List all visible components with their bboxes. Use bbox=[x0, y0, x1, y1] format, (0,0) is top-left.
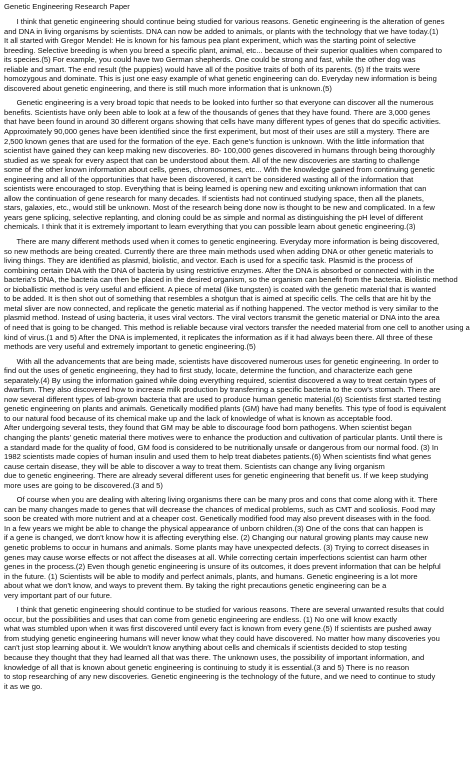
text-line: I think that genetic engineering should continue being studied for various reasons. Genetic engineering is the alteration of genes bbox=[4, 17, 445, 26]
text-line: reliable and smart. The end result (the puppies) would have all of the positive traits of both of its parents. (5) If the traits were bbox=[4, 64, 420, 74]
text-line: separately.(4) By using the information gained while doing everything required, scientist discovered a way to treat certain types of bbox=[4, 375, 436, 385]
paragraph bbox=[4, 357, 472, 491]
text-line: soon be created with more nutrient and at a cheaper cost. Genetically modified food may also prevent diseases with in the food. bbox=[4, 514, 432, 524]
text-line: scientists were encouraged to stop. Everything that is being learned is opening new and exciting unknown information that can bbox=[4, 184, 427, 194]
text-line: discovered about genetic engineering, and there is still much more information that is unknown.(5) bbox=[4, 83, 332, 93]
text-line: I think that genetic engineering should continue to be studied for various reasons. There are several unwanted results that could bbox=[4, 605, 444, 615]
text-line: genetic problems to occur in humans and animals. Some plants may have unexpected defects. (3) Trying to correct diseases in bbox=[4, 542, 429, 552]
text-line: After undergoing several tests, they found that GM may be able to discourage food born pathogens. When scientist began bbox=[4, 423, 412, 433]
text-line: genetic engineering on plants and animals. Genetically modified plants (GM) have had many benefits. This type of food is equivalent bbox=[4, 404, 447, 414]
text-line: to be added. It is then shot out of something that resembles a shotgun that is aimed at specific cells. The cells that are hit by the bbox=[4, 294, 431, 304]
text-line: or bioballistic method is very useful and efficient. A piece of metal (like tungsten) is coated with the genetic material that is wanted bbox=[4, 284, 436, 294]
text-line: 2,500 known genes that are used for the formation of the eye. Each gene's function is unknown. With the little information that bbox=[4, 136, 425, 146]
text-line: in the future. (1) Scientists will be able to modify and perfect animals, plants, and humans. Genetic engineering is a lot more bbox=[4, 571, 418, 581]
text-line: and DNA in living organisms by scientists. DNA can now be added to animals, or plants with the technology that we have today.(1) bbox=[4, 26, 439, 36]
paragraph bbox=[4, 495, 472, 600]
text-line: it as we go. bbox=[4, 681, 43, 691]
text-line: some of the other known information about cells, genes, chromosomes, etc... With the knowledge gained from continuing genetic bbox=[4, 165, 435, 175]
text-line: Genetic engineering is a very broad topic that needs to be looked into further so that everyone can discover all the numerous bbox=[4, 98, 434, 108]
text-line: benefits. Scientists have only been able to look at a few of the thousands of genes that they have found. There are 3,000 genes bbox=[4, 107, 431, 117]
text-line: find out the uses of genetic engineering, they had to first study, locate, determine the function, and characterize each gene bbox=[4, 366, 413, 376]
text-line: now several different types of lab-grown bacteria that are used to produce human genetic material.(6) Scientists first started testing bbox=[4, 394, 441, 404]
text-line: engineering and all of the opportunities that have been discovered, it can't be considered wasting all of the information that bbox=[4, 174, 414, 184]
text-line: stars, galaxies, etc., would still be unknown. Most of the research being done now is thought to be new and complicated. In a few bbox=[4, 203, 435, 213]
text-line: plasmid method. Instead of using bacteria, it uses viral vectors. The viral vectors transmit the genetic material or DNA into the area bbox=[4, 313, 440, 323]
text-line: its species.(5) For example, you could have two German shepherds. One could be strong and fast, while the other dog was bbox=[4, 55, 416, 65]
text-line: from studying genetic engineering humans will never know what they could have discovered. No matter how many discoveries you bbox=[4, 633, 440, 643]
text-line: combining certain DNA with the DNA of bacteria by using restrictive enzymes. After the DNA is absorbed or connected with in the bbox=[4, 265, 435, 275]
text-line: In a few years we might be able to change the physical appearance of unborn children.(3) One of the cons that can happen is bbox=[4, 523, 424, 533]
text-line: if a gene is changed, we don't know how it is affecting everything else. (2) Changing our natural growing plants may cause new bbox=[4, 533, 429, 543]
text-line: because they thought that they had learned all that was there. The unknown uses, the possibility of important information, and bbox=[4, 653, 425, 662]
text-line: more uses are going to be discovered.(3 and 5) bbox=[4, 480, 163, 490]
text-line: kind of virus.(1 and 5) After the DNA is implemented, it replicates the information as if it had always been there. All three of these bbox=[4, 332, 433, 342]
text-line: a standard made for the quality of food, GM food is considered to be nutritionally unsafe or dangerous from our normal food. (3) In bbox=[4, 442, 439, 452]
text-line: genes in the process.(2) Even though genetic engineering is unsure of its outcomes, it does prevent information that can be helpful bbox=[4, 562, 441, 572]
text-line: that have been found in around 30 different organs showing that cells have many different types of genes that do specific activities. bbox=[4, 117, 441, 127]
text-line: of need that is going to be changed. This method is reliable because viral vectors transfer the needed material from one cell to another using a bbox=[4, 322, 470, 332]
text-line: can't just stop learning about it. We wouldn't know anything about cells and chemicals if scientists decided to stop testing bbox=[4, 643, 407, 653]
paragraph bbox=[4, 98, 472, 232]
research-paper-page bbox=[4, 2, 472, 696]
text-line: With all the advancements that are being made, scientists have discovered numerous uses for genetic engineering. In order to bbox=[4, 356, 439, 366]
text-line: Approximately 90,000 genes have been identified since the first experiment, but most of their uses are still a mystery. There are bbox=[4, 127, 430, 137]
paragraph bbox=[4, 237, 472, 352]
paragraph bbox=[4, 605, 472, 691]
text-line: years gene splicing, selective replanting, and cloning could be as simple and normal as distinguishing the pH level of different bbox=[4, 212, 423, 222]
text-line: methods are very useful and extremely important to genetic engineering.(5) bbox=[4, 342, 256, 352]
text-line: chemicals. I think that it is extremely important to learn everything that you can possible learn about genetic engineering.(3) bbox=[4, 222, 416, 232]
text-line: It all started with Gregor Mendel: He is known for his famous pea plant experiment, which was the starting point of selective bbox=[4, 36, 416, 46]
paper-title: Genetic Engineering Research Paper bbox=[4, 2, 130, 11]
text-line: changing the plants' genetic material there motives were to enhance the production and cultivation of particular plants. Until there is bbox=[4, 432, 443, 442]
text-line: bacteria's DNA, the bacteria can then be placed in the desired organism, so the organism can benefit from the bacteria. Biolistic method bbox=[4, 275, 458, 285]
text-line: genes may cause worse effects or not affect the diseases at all. While correcting certain imperfections scientist can harm other bbox=[4, 552, 427, 562]
text-line: what was stumbled upon when it was first discovered until every fact is known from every gene.(5) If scientists are pushed away bbox=[4, 624, 432, 634]
text-line: about what we don't know, and ways to prevent them. By taking the right precautions genetic engineering can be a bbox=[4, 581, 387, 591]
text-line: metal sliver are now connected, and replicate the genetic material as if nothing happened. The vector method is very similar to the bbox=[4, 303, 439, 313]
text-line: studied as we speak for every aspect that can be understood about them. All of the new discoveries are starting to challenge bbox=[4, 155, 420, 165]
text-line: very important part of our future. bbox=[4, 590, 113, 600]
text-line: so new methods are being created. Currently there are three main methods used when adding DNA or other genetic materials to bbox=[4, 246, 434, 256]
text-line: Of course when you are dealing with altering living organisms there can be many pros and cons that come along with it. There bbox=[4, 495, 438, 505]
paper-body bbox=[4, 17, 472, 691]
text-line: cause certain disease, they will be able to discover a way to treat them. Scientists can change any living organism bbox=[4, 461, 385, 471]
text-line: can be many changes made to genes that will decrease the chances of medical problems, such as CMT and scoliosis. Food may bbox=[4, 504, 436, 514]
text-line: dwarfism. They also discovered how to increase milk production by transferring a specific bacteria to the cow's stomach. There are bbox=[4, 385, 441, 395]
text-line: due to genetic engineering. There are already several different uses for genetic engineering that benefit us. If we keep studying bbox=[4, 471, 429, 481]
text-line: There are many different methods used when it comes to genetic engineering. Everyday more information is being discovered, bbox=[4, 237, 440, 247]
text-line: 1982 scientists made copies of human insulin and used them to help treat diabetes patients.(6) When scientists find what genes bbox=[4, 452, 432, 462]
text-line: to stop researching of any new discoveries. Genetic engineering is the technology of the future, and we need to continue to study bbox=[4, 672, 436, 682]
paragraph bbox=[4, 17, 472, 93]
text-line: breeding. Selective breeding is when you breed a specific plant, animal, etc... because of their superior qualities when compared to bbox=[4, 45, 442, 55]
text-line: homozygous and dominate. This is just one easy example of what genetic engineering can do. Everyday new information is being bbox=[4, 74, 437, 84]
text-line: knowledge of all that is known about genetic engineering is continuing to study it is essential.(3 and 5) There is no reason bbox=[4, 662, 410, 672]
text-line: scientist have gained they can keep making new discoveries. 80- 100,000 genes discovered in humans through being thoroughly bbox=[4, 146, 435, 156]
text-line: occur, but the possibilities and uses that can come from genetic engineering are endless. (1) No one will know exactly bbox=[4, 614, 397, 624]
text-line: living things. They are identified as plasmid, biolistic, and vector. Each is used for a specific task. Plasmid is the process of bbox=[4, 256, 413, 266]
text-line: allow the continuation of gene research for many decades. If scientists had not continued studying space, then all the planets, bbox=[4, 193, 424, 203]
text-line: to our natural food because of its chemical make up and the lack of knowledge of what is known as acceptable food. bbox=[4, 413, 393, 423]
